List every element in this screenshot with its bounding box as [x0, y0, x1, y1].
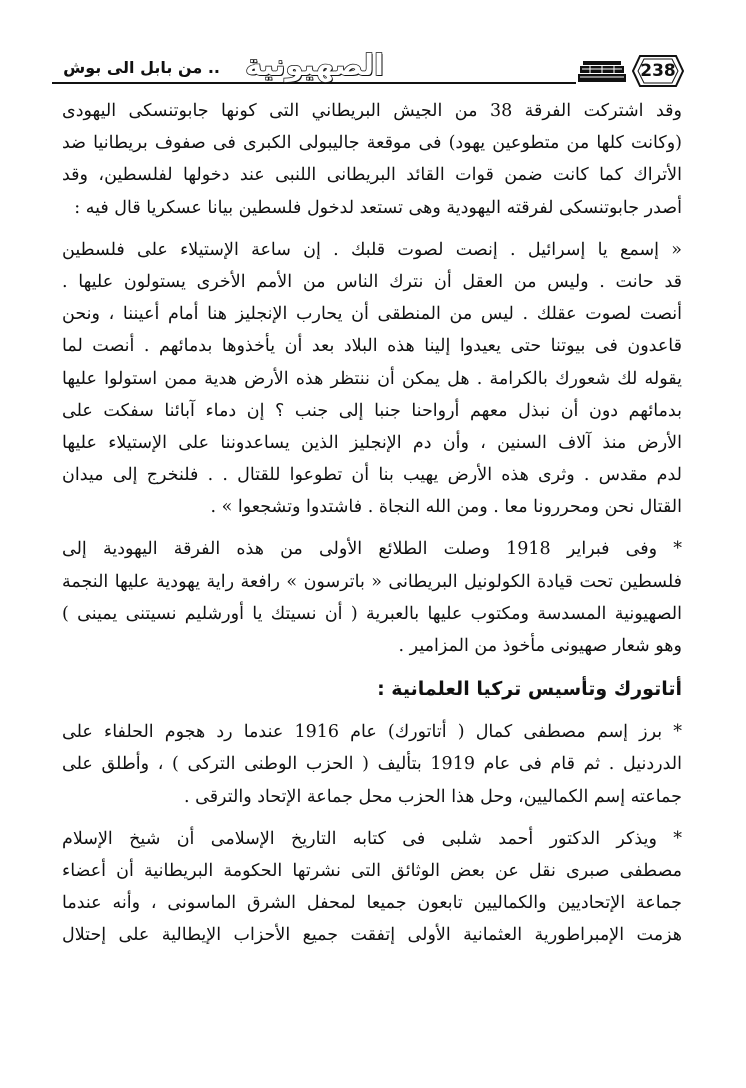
- text-line: القتال نحن ومحررونا معا . ومن الله النجاة . فاشتدوا وتشجعوا » .: [210, 497, 682, 518]
- text-line: جماعة الإتحاديين والكماليين تابعون جميعا لمحفل الشرق الماسونى ، وأنه عندما: [62, 893, 682, 914]
- page-number-badge: [632, 54, 684, 88]
- text-line: قاعدون فى بيوتنا حتى يعيدوا إلينا هذه البلاد بعد أن يأخذوها بدمائهم . أنصت لما: [62, 336, 682, 357]
- header-rule: [52, 82, 576, 84]
- text-line: مصطفى صبرى نقل عن بعض الوثائق التى نشرتها الحكومة البريطانية أن أعضاء: [62, 860, 682, 881]
- quote-paragraph: [62, 234, 682, 524]
- text-line: جماعته إسم الكماليين، وحل هذا الحزب محل جماعة الإتحاد والترقى .: [183, 786, 682, 807]
- text-line: أصدر جابوتنسكى لفرقته اليهودية وهى تستعد لدخول فلسطين بيانا عسكريا قال فيه :: [74, 197, 682, 218]
- text-line: هزمت الإمبراطورية العثمانية الأولى إتفقت جميع الأحزاب الإيطالية على إحتلال: [62, 925, 682, 946]
- paragraph: [62, 95, 682, 224]
- text-line: الأتراك كما كانت ضمن قوات القائد البريطانى اللنبى عند دخولها لفلسطين، وقد: [62, 165, 682, 186]
- text-line: الصهيونية المسدسة ومكتوب عليها بالعبرية ( أن نسيتك يا أورشليم نسيتنى يمينى ): [62, 603, 682, 624]
- text-line: « إسمع يا إسرائيل . إنصت لصوت قلبك . إن ساعة الإستيلاء على فلسطين: [62, 239, 682, 260]
- text-line: الدردنيل . ثم قام فى عام 1919 بتأليف ( الحزب الوطنى التركى ) ، وأطلق على: [62, 754, 682, 775]
- text-line: وقد اشتركت الفرقة 38 من الجيش البريطاني التى كونها جابوتنسكى اليهودى: [62, 101, 682, 121]
- paragraph: [62, 823, 682, 952]
- text-line: (وكانت كلها من متطوعين يهود) فى موقعة جاليبولى الكبرى فى صفوف بريطانيا ضد: [62, 133, 682, 154]
- text-line: قد حانت . وليس من العقل أن نترك الناس من الأمم الأخرى يستولون عليها .: [62, 271, 682, 292]
- text-line: فلسطين تحت قيادة الكولونيل البريطانى « باترسون » رافعة راية يهودية عليها النجمة: [62, 571, 682, 592]
- books-icon: [576, 60, 628, 86]
- running-header: [52, 48, 684, 92]
- text-line: وهو شعار صهيونى مأخوذ من المزامير .: [398, 636, 682, 656]
- text-line: * برز إسم مصطفى كمال ( أتاتورك) عام 1916 عندما رد هجوم الحلفاء على: [62, 722, 682, 743]
- paragraph: [62, 533, 682, 662]
- text-line: يقوله لك شعورك بالكرامة . هل يمكن أن ننتظر هذه الأرض هدية ممن استولوا عليها: [62, 368, 682, 389]
- running-subtitle: .. من بابل الى بوش: [63, 58, 220, 77]
- running-title: الصهيونية: [245, 48, 384, 82]
- text-line: * وفى فبراير 1918 وصلت الطلائع الأولى من هذه الفرقة اليهودية إلى: [62, 539, 682, 560]
- section-heading: أتاتورك وتأسيس تركيا العلمانية :: [377, 678, 682, 701]
- text-line: * ويذكر الدكتور أحمد شلبى فى كتابه التاريخ الإسلامى أن شيخ الإسلام: [62, 828, 682, 849]
- text-line: أنصت لصوت عقلك . ليس من المنطقى أن يحارب الإنجليز هنا أمام أعيننا ، ونحن: [62, 304, 682, 325]
- paragraph: [62, 716, 682, 813]
- page-number: 238: [640, 61, 676, 81]
- text-line: لدم مقدس . وثرى هذه الأرض يهيب بنا أن تطوعوا للقتال . . فلنخرج إلى ميدان: [62, 465, 682, 486]
- text-line: الأرض منذ آلاف السنين ، وأن دم الإنجليز الذين يساعدوننا على الإستيلاء عليها: [62, 432, 682, 453]
- page-body: [62, 95, 682, 962]
- text-line: بدمائهم دون أن نبذل معهم أرواحنا جنبا إلى جنب ؟ إن دماء آبائنا سفكت على: [62, 400, 682, 421]
